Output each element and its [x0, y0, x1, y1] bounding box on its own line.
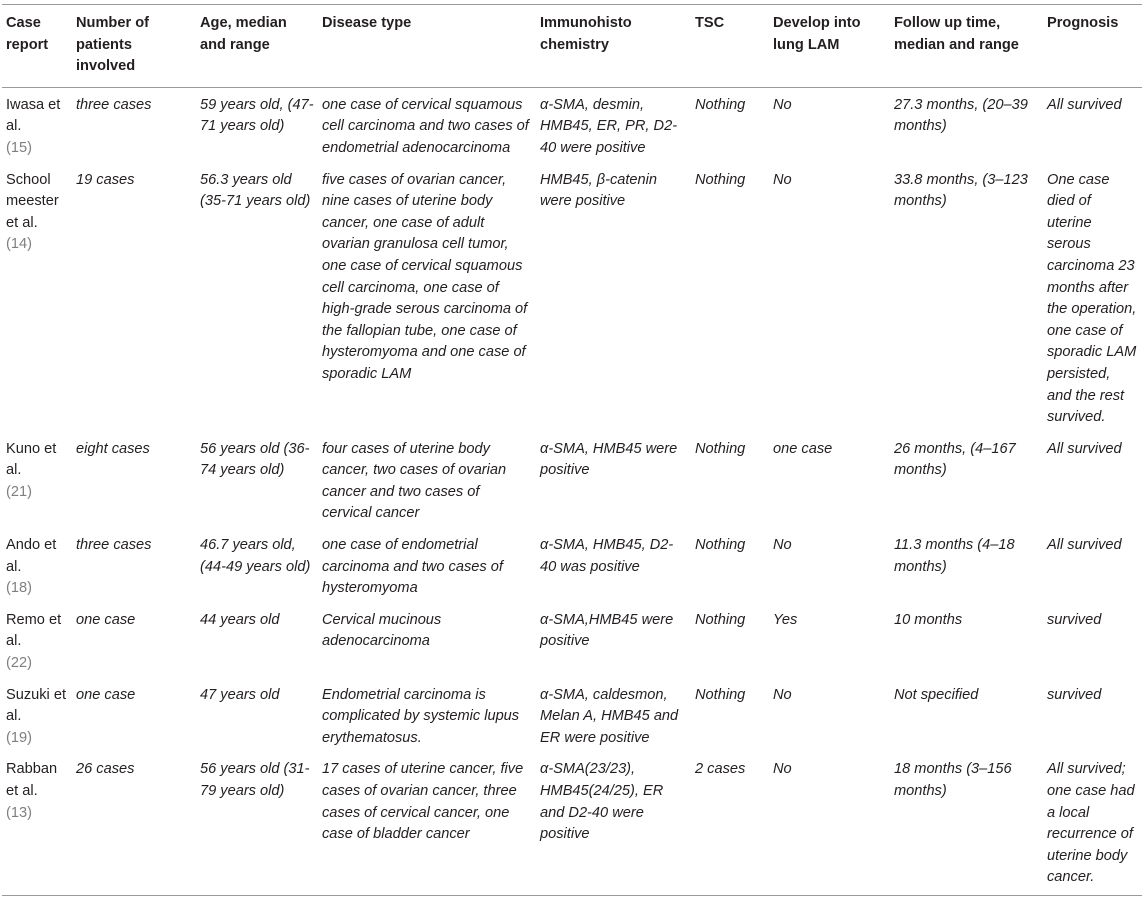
ihc-cell: α-SMA(23/23), HMB45(24/25), ER and D2-40 were positive: [536, 752, 691, 895]
age-cell: 56.3 years old (35-71 years old): [200, 171, 311, 210]
table-row: [2, 432, 1142, 528]
prognosis-cell: survived: [1047, 686, 1102, 703]
case-report-table: [2, 4, 1142, 896]
table-row: [2, 528, 1142, 603]
age-cell: 46.7 years old, (44-49 years old): [200, 537, 311, 575]
tsc-cell: Nothing: [695, 611, 746, 628]
header-age: Age, median and range: [196, 5, 318, 88]
tsc-cell: Nothing: [695, 686, 746, 703]
patients-cell: 19 cases: [76, 171, 135, 188]
ihc-cell: HMB45, β-catenin were positive: [540, 171, 658, 210]
header-prognosis: Prognosis: [1043, 5, 1142, 88]
tsc-cell: 2 cases: [691, 752, 769, 895]
case-report-cell: [2, 678, 72, 753]
ihc-cell: α-SMA,HMB45 were positive: [540, 611, 674, 650]
case-report-cell: [2, 603, 72, 678]
disease-cell: one case of endometrial carcinoma and two cases of hysteromyoma: [322, 537, 503, 597]
age-cell: 59 years old, (47-71 years old): [200, 96, 314, 135]
case-author: Suzuki et al.: [6, 686, 67, 725]
reference-link[interactable]: (14): [6, 236, 32, 253]
patients-cell: one case: [76, 611, 136, 628]
lung-lam-cell: No: [769, 752, 890, 895]
patients-cell: three cases: [76, 537, 152, 554]
patients-cell: one case: [76, 686, 136, 703]
header-immunohistochemistry: Immunohisto chemistry: [536, 5, 691, 88]
header-tsc: TSC: [691, 5, 769, 88]
case-author: Ando et al.: [6, 537, 57, 575]
reference-link[interactable]: (21): [6, 483, 32, 500]
prognosis-cell: All survived: [1047, 537, 1122, 554]
patients-cell: 26 cases: [72, 752, 196, 895]
table-row: [2, 752, 1142, 895]
lung-lam-cell: Yes: [773, 611, 798, 628]
lung-lam-cell: No: [773, 686, 792, 703]
follow-up-cell: 33.8 months, (3–123 months): [894, 171, 1028, 210]
age-cell: 56 years old (31-79 years old): [196, 752, 318, 895]
disease-cell: four cases of uterine body cancer, two cases of ovarian cancer and two cases of cervical cancer: [322, 440, 507, 522]
reference-link[interactable]: (13): [6, 804, 32, 821]
case-author: Kuno et al.: [6, 440, 57, 479]
disease-cell: one case of cervical squamous cell carcinoma and two cases of endometrial adenocarcinoma: [322, 96, 529, 156]
tsc-cell: Nothing: [695, 96, 746, 113]
follow-up-cell: Not specified: [894, 686, 979, 703]
reference-link[interactable]: (18): [6, 580, 32, 597]
case-author: Rabban et al.: [6, 761, 58, 799]
reference-link[interactable]: (19): [6, 729, 32, 746]
disease-cell: Endometrial carcinoma is complicated by systemic lupus erythematosus.: [322, 686, 520, 746]
reference-link[interactable]: (15): [6, 139, 32, 156]
tsc-cell: Nothing: [695, 171, 746, 188]
tsc-cell: Nothing: [695, 440, 746, 457]
lung-lam-cell: No: [773, 537, 792, 554]
table-row: [2, 603, 1142, 678]
age-cell: 44 years old: [200, 611, 280, 628]
header-disease-type: Disease type: [318, 5, 536, 88]
follow-up-cell: 10 months: [894, 611, 963, 628]
case-report-cell: [2, 87, 72, 162]
ihc-cell: α-SMA, HMB45, D2-40 was positive: [540, 537, 674, 575]
prognosis-cell: One case died of uterine serous carcinoma 23 months after the operation, one case of sporadic LAM persisted, and the rest survived.: [1047, 171, 1137, 426]
reference-link[interactable]: (22): [6, 655, 32, 672]
prognosis-cell: All survived: [1047, 96, 1122, 113]
case-report-cell: [2, 432, 72, 528]
ihc-cell: α-SMA, HMB45 were positive: [540, 440, 678, 479]
patients-cell: eight cases: [76, 440, 150, 457]
lung-lam-cell: one case: [773, 440, 833, 457]
table-header-row: [2, 5, 1142, 88]
ihc-cell: α-SMA, caldesmon, Melan A, HMB45 and ER were positive: [540, 686, 679, 746]
disease-cell: 17 cases of uterine cancer, five cases of ovarian cancer, three cases of cervical cancer, one case of bladder cancer: [318, 752, 536, 895]
header-lung-lam: Develop into lung LAM: [769, 5, 890, 88]
patients-cell: three cases: [76, 96, 152, 113]
tsc-cell: Nothing: [695, 537, 746, 554]
lung-lam-cell: No: [773, 171, 792, 188]
header-number-of-patients: Number of patients involved: [72, 5, 196, 88]
case-author: Remo et al.: [6, 611, 62, 650]
age-cell: 56 years old (36-74 years old): [200, 440, 310, 479]
prognosis-cell: survived: [1047, 611, 1102, 628]
case-report-cell: [2, 528, 72, 603]
follow-up-cell: 18 months (3–156 months): [890, 752, 1043, 895]
header-follow-up: Follow up time, median and range: [890, 5, 1043, 88]
follow-up-cell: 26 months, (4–167 months): [894, 440, 1016, 479]
table-row: [2, 163, 1142, 432]
disease-cell: Cervical mucinous adenocarcinoma: [322, 611, 442, 650]
age-cell: 47 years old: [200, 686, 280, 703]
follow-up-cell: 27.3 months, (20–39 months): [894, 96, 1028, 135]
ihc-cell: α-SMA, desmin, HMB45, ER, PR, D2-40 were positive: [540, 96, 678, 156]
disease-cell: five cases of ovarian cancer, nine cases of uterine body cancer, one case of adult ovarian granulosa cell tumor, one case of cervical squamous cell carcinoma, one case of high-grade serous carcinoma of the fallopian tube, one case of hysteromyoma and one case of sporadic LAM: [322, 171, 528, 382]
case-author: Iwasa et al.: [6, 96, 61, 135]
table-row: [2, 678, 1142, 753]
prognosis-cell: All survived; one case had a local recurrence of uterine body cancer.: [1043, 752, 1142, 895]
prognosis-cell: All survived: [1047, 440, 1122, 457]
case-report-cell: [2, 752, 72, 895]
table-row: [2, 87, 1142, 162]
case-author: School meester et al.: [6, 171, 59, 231]
header-case-report: Case report: [2, 5, 72, 88]
follow-up-cell: 11.3 months (4–18 months): [894, 537, 1015, 575]
lung-lam-cell: No: [773, 96, 792, 113]
case-report-cell: [2, 163, 72, 432]
